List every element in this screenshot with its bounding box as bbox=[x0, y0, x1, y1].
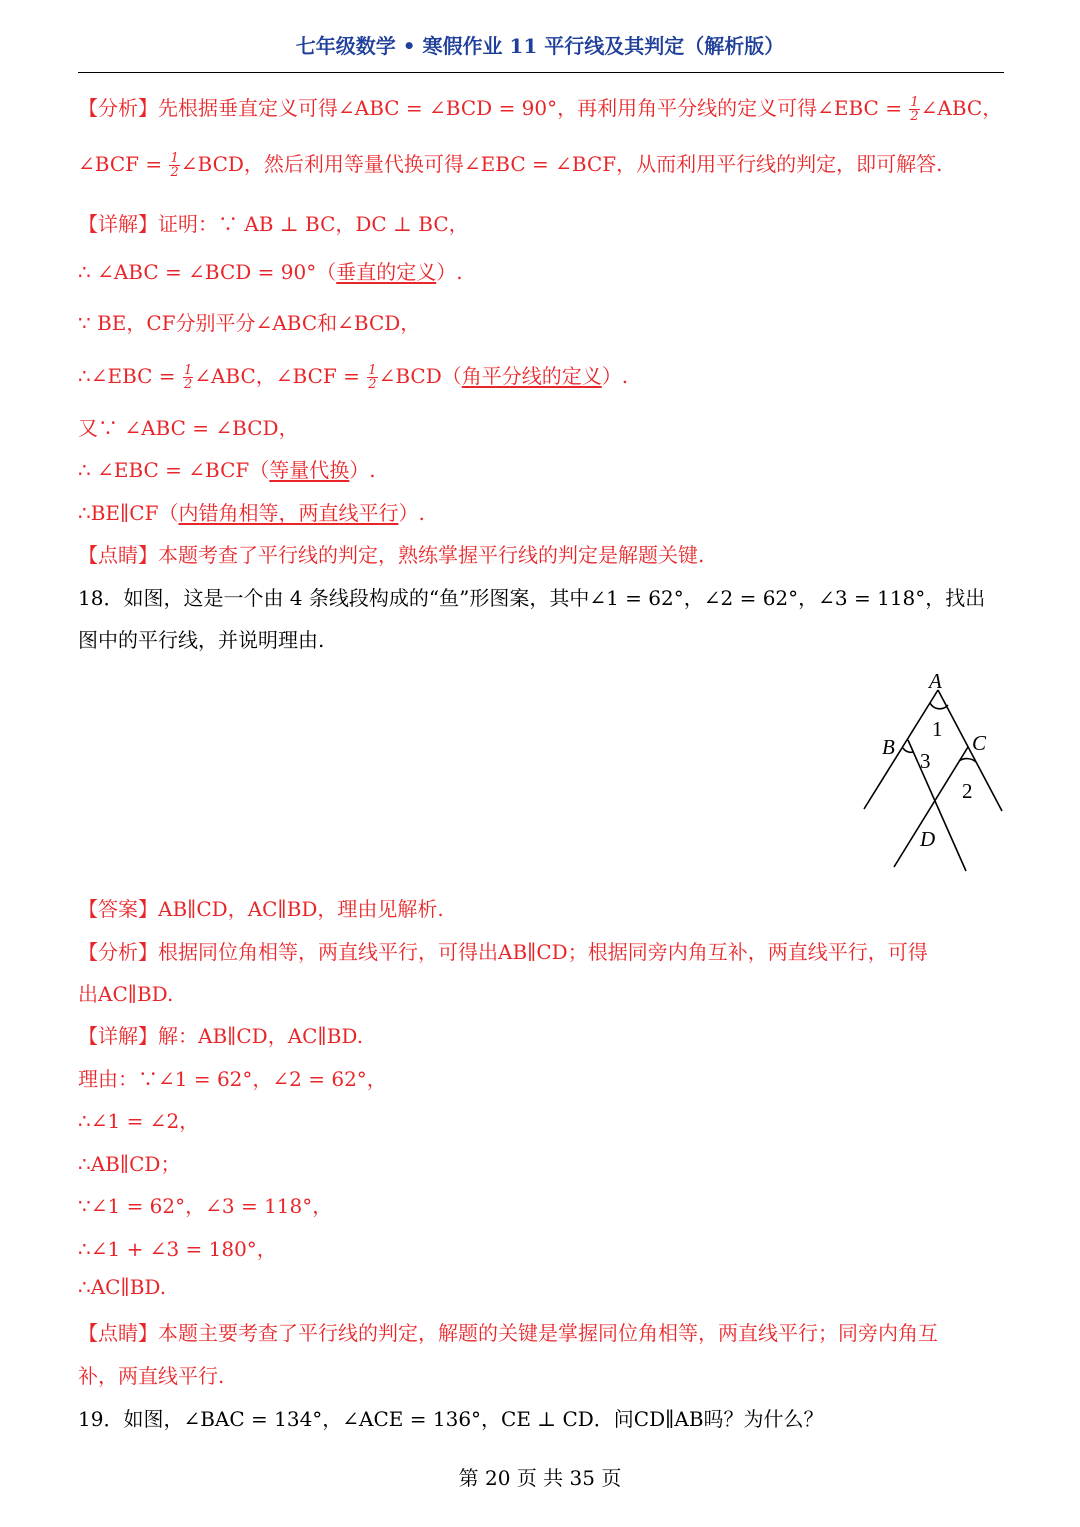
fraction-half: $\frac{1}{2}$ bbox=[183, 363, 193, 392]
analysis-text: ∠BCF = bbox=[78, 152, 163, 176]
q17-detail-line-2 bbox=[78, 256, 1008, 285]
q18-analysis-line-2: 出AC∥BD. bbox=[78, 982, 174, 1006]
fraction-half: $\frac{1}{2}$ bbox=[170, 151, 179, 180]
q17-detail-line-6 bbox=[78, 454, 1008, 483]
q18-detail-line-1 bbox=[78, 1020, 1008, 1049]
detail-text: 解：AB∥CD，AC∥BD. bbox=[158, 1024, 364, 1048]
detail-tag: 【详解】 bbox=[78, 1024, 158, 1048]
q18-stem-line-1: 18．如图，这是一个由 4 条线段构成的“鱼”形图案，其中∠1 = 62°，∠2 = 62°，∠3 = 118°，找出 bbox=[78, 586, 986, 610]
detail-text: 又∵ ∠ABC = ∠BCD， bbox=[78, 416, 299, 440]
reason-underlined: 角平分线的定义 bbox=[461, 364, 602, 388]
reason-underlined: 等量代换 bbox=[269, 458, 350, 482]
q18-detail-line-3: ∴∠1 = ∠2， bbox=[78, 1109, 200, 1133]
angle-2-arc bbox=[959, 759, 976, 762]
q17-detail-line-1 bbox=[78, 208, 1008, 237]
comment-tag: 【点睛】 bbox=[78, 543, 158, 567]
reason-underlined: 垂直的定义 bbox=[336, 260, 437, 284]
label-d: D bbox=[920, 827, 936, 851]
q17-analysis-line-2 bbox=[78, 148, 1008, 179]
analysis-text: 根据同位角相等，两直线平行，可得出AB∥CD；根据同旁内角互补，两直线平行，可得 bbox=[158, 940, 928, 964]
fraction-half: $\frac{1}{2}$ bbox=[368, 363, 377, 392]
label-a: A bbox=[929, 669, 942, 693]
page-header: 七年级数学 • 寒假作业 11 平行线及其判定（解析版） bbox=[295, 34, 785, 58]
q18-analysis-line-1 bbox=[78, 936, 1008, 965]
detail-text: ∴ ∠EBC = ∠BCF（ bbox=[78, 458, 270, 482]
detail-text: ∴ ∠ABC = ∠BCD = 90°（ bbox=[78, 260, 337, 284]
detail-text: ）. bbox=[436, 260, 463, 284]
label-angle-1: 1 bbox=[932, 717, 943, 741]
q18-detail-line-2: 理由：∵∠1 = 62°，∠2 = 62°， bbox=[78, 1067, 387, 1091]
q18-comment-line-2: 补，两直线平行. bbox=[78, 1364, 225, 1388]
q17-detail-line-5 bbox=[78, 412, 1008, 441]
label-c: C bbox=[972, 731, 987, 755]
detail-text: ）. bbox=[349, 458, 376, 482]
q18-comment-line-1 bbox=[78, 1317, 1008, 1346]
fish-figure bbox=[858, 668, 1008, 878]
analysis-text: ∠BCD，然后利用等量代换可得∠EBC = ∠BCF，从而利用平行线的判定，即可解答. bbox=[180, 152, 943, 176]
analysis-text: ∠ABC， bbox=[920, 96, 1003, 120]
label-angle-2: 2 bbox=[962, 779, 973, 803]
q17-comment bbox=[78, 539, 1008, 568]
analysis-text: 先根据垂直定义可得∠ABC = ∠BCD = 90°，再利用角平分线的定义可得∠EBC = bbox=[158, 96, 902, 120]
segment-bd bbox=[908, 740, 966, 871]
detail-text: ∵ BE，CF分别平分∠ABC和∠BCD， bbox=[78, 311, 421, 335]
q17-analysis-line-1 bbox=[78, 92, 1008, 123]
comment-text: 本题主要考查了平行线的判定，解题的关键是掌握同位角相等，两直线平行；同旁内角互 bbox=[158, 1321, 938, 1345]
page-footer: 第 20 页 共 35 页 bbox=[458, 1466, 622, 1490]
q18-answer bbox=[78, 893, 1008, 922]
analysis-tag: 【分析】 bbox=[78, 940, 158, 964]
q17-detail-line-3 bbox=[78, 307, 1008, 336]
detail-text: 证明：∵ AB ⊥ BC，DC ⊥ BC， bbox=[158, 212, 469, 236]
q18-detail-line-4: ∴AB∥CD； bbox=[78, 1152, 181, 1176]
q17-detail-line-4 bbox=[78, 360, 1008, 391]
analysis-tag: 【分析】 bbox=[78, 96, 158, 120]
detail-text: ∴∠EBC = bbox=[78, 364, 176, 388]
label-angle-3: 3 bbox=[920, 749, 931, 773]
q18-detail-line-7: ∴AC∥BD. bbox=[78, 1275, 167, 1299]
header-divider bbox=[78, 72, 1004, 73]
q18-detail-line-6: ∴∠1 + ∠3 = 180°， bbox=[78, 1237, 277, 1261]
comment-tag: 【点睛】 bbox=[78, 1321, 158, 1345]
detail-text: ）. bbox=[601, 364, 629, 388]
detail-text: ）. bbox=[398, 501, 425, 525]
q18-detail-line-5: ∵∠1 = 62°，∠3 = 118°， bbox=[78, 1194, 333, 1218]
answer-text: AB∥CD，AC∥BD，理由见解析. bbox=[158, 897, 444, 921]
answer-tag: 【答案】 bbox=[78, 897, 158, 921]
reason-underlined: 内错角相等，两直线平行 bbox=[178, 501, 399, 525]
fraction-half: $\frac{1}{2}$ bbox=[910, 95, 919, 124]
comment-text: 本题考查了平行线的判定，熟练掌握平行线的判定是解题关键. bbox=[158, 543, 705, 567]
detail-tag: 【详解】 bbox=[78, 212, 158, 236]
label-b: B bbox=[882, 735, 895, 759]
detail-text: ∴BE∥CF（ bbox=[78, 501, 179, 525]
detail-text: ∠ABC，∠BCF = bbox=[194, 364, 360, 388]
q18-stem-line-2: 图中的平行线，并说明理由. bbox=[78, 628, 325, 652]
q19-stem: 19．如图，∠BAC = 134°，∠ACE = 136°，CE ⊥ CD．问CD∥AB吗？为什么？ bbox=[78, 1407, 824, 1431]
detail-text: ∠BCD（ bbox=[378, 364, 462, 388]
q17-detail-line-7 bbox=[78, 497, 1008, 526]
